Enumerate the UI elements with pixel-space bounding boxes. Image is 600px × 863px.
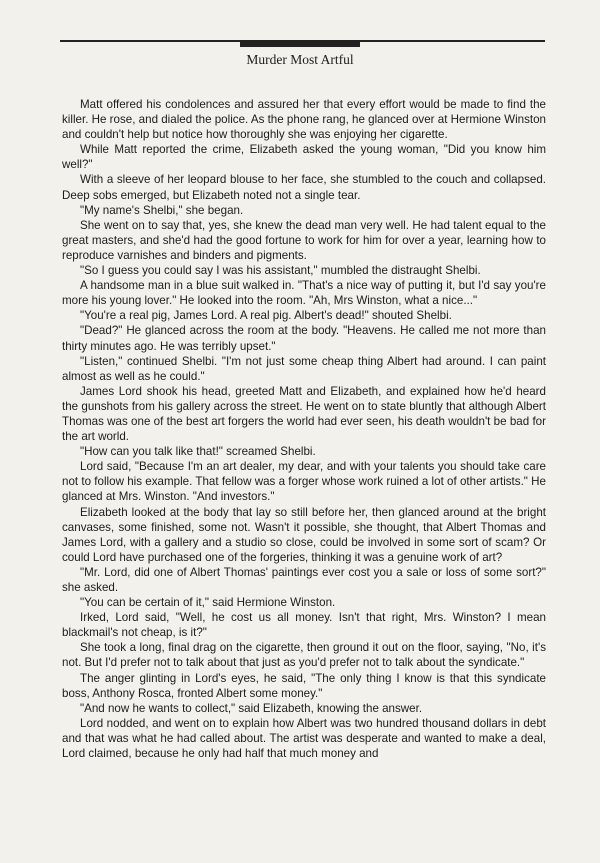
header-tab	[240, 40, 360, 47]
paragraph: "And now he wants to collect," said Elizabeth, knowing the answer.	[80, 701, 423, 715]
paragraph: Irked, Lord said, "Well, he cost us all money. Isn't that right, Mrs. Winston? I mean blackmail's not cheap, is it?"	[62, 611, 546, 640]
paragraph: James Lord shook his head, greeted Matt and Elizabeth, and explained how he'd heard the gunshots from his gallery across the street. He went on to state bluntly that although Albert Thomas was one of the best art forgers the world had ever seen, his death wouldn't be bad for the art world.	[62, 384, 546, 444]
paragraph: The anger glinting in Lord's eyes, he said, "The only thing I know is that this syndicate boss, Anthony Rosca, fronted Albert some money."	[62, 671, 546, 700]
paragraph: While Matt reported the crime, Elizabeth asked the young woman, "Did you know him well?"	[62, 143, 546, 172]
paragraph: She went on to say that, yes, she knew the dead man very well. He had talent equal to the great masters, and she'd had the good fortune to work for him for over a year, learning how to reproduce varnishes and binders and pigments.	[62, 218, 546, 262]
story-text	[62, 97, 546, 761]
paragraph: "How can you talk like that!" screamed Shelbi.	[80, 445, 316, 459]
paragraph: She took a long, final drag on the cigarette, then ground it out on the floor, saying, "No, it's not. But I'd prefer not to talk about that just as you'd prefer not to talk about the syndicate."	[62, 641, 546, 670]
paragraph: "Dead?" He glanced across the room at the body. "Heavens. He called me not more than thirty minutes ago. He was terribly upset."	[62, 324, 546, 353]
paragraph: Matt offered his condolences and assured her that every effort would be made to find the killer. He rose, and dialed the police. As the phone rang, he glanced over at Hermione Winston and couldn't help but notice how thoroughly she was enjoying her cigarette.	[62, 98, 547, 142]
paragraph: Elizabeth looked at the body that lay so still before her, then glanced around at the bright canvases, some finished, some not. Wasn't it possible, she thought, that Albert Thomas and James Lord, with a gallery and a studio so close, could be involved in some sort of scam? Or could Lord have purchased one of the forgeries, thinking it was a genuine work of art?	[62, 505, 546, 564]
paragraph: Lord nodded, and went on to explain how Albert was two hundred thousand dollars in debt and that was what he had called about. The artist was desperate and wanted to make a deal, Lord claimed, because he only had half that much money and	[62, 716, 546, 761]
paragraph: "Listen," continued Shelbi. "I'm not just some cheap thing Albert had around. I can paint almost as well as he could."	[62, 354, 546, 383]
paragraph: "My name's Shelbi," she began.	[80, 203, 244, 217]
paragraph: With a sleeve of her leopard blouse to her face, she stumbled to the couch and collapsed. Deep sobs emerged, but Elizabeth noted not a single tear.	[62, 173, 546, 202]
paragraph: "You can be certain of it," said Hermione Winston.	[80, 596, 336, 610]
paragraph: A handsome man in a blue suit walked in. "That's a nice way of putting it, but I'd say you're more his young lover." He looked into the room. "Ah, Mrs Winston, what a nice..."	[62, 279, 546, 308]
page-title: Murder Most Artful	[246, 52, 354, 67]
paragraph: "So I guess you could say I was his assistant," mumbled the distraught Shelbi.	[80, 264, 481, 278]
paragraph: "Mr. Lord, did one of Albert Thomas' paintings ever cost you a sale or loss of some sort?" she asked.	[62, 565, 546, 594]
paragraph: "You're a real pig, James Lord. A real pig. Albert's dead!" shouted Shelbi.	[80, 309, 452, 323]
paragraph: Lord said, "Because I'm an art dealer, my dear, and with your talents you should take care not to follow his example. That fellow was a forger whose work ruined a lot of other artists." He glanced at Mrs. Winston. "And investors."	[62, 460, 546, 504]
